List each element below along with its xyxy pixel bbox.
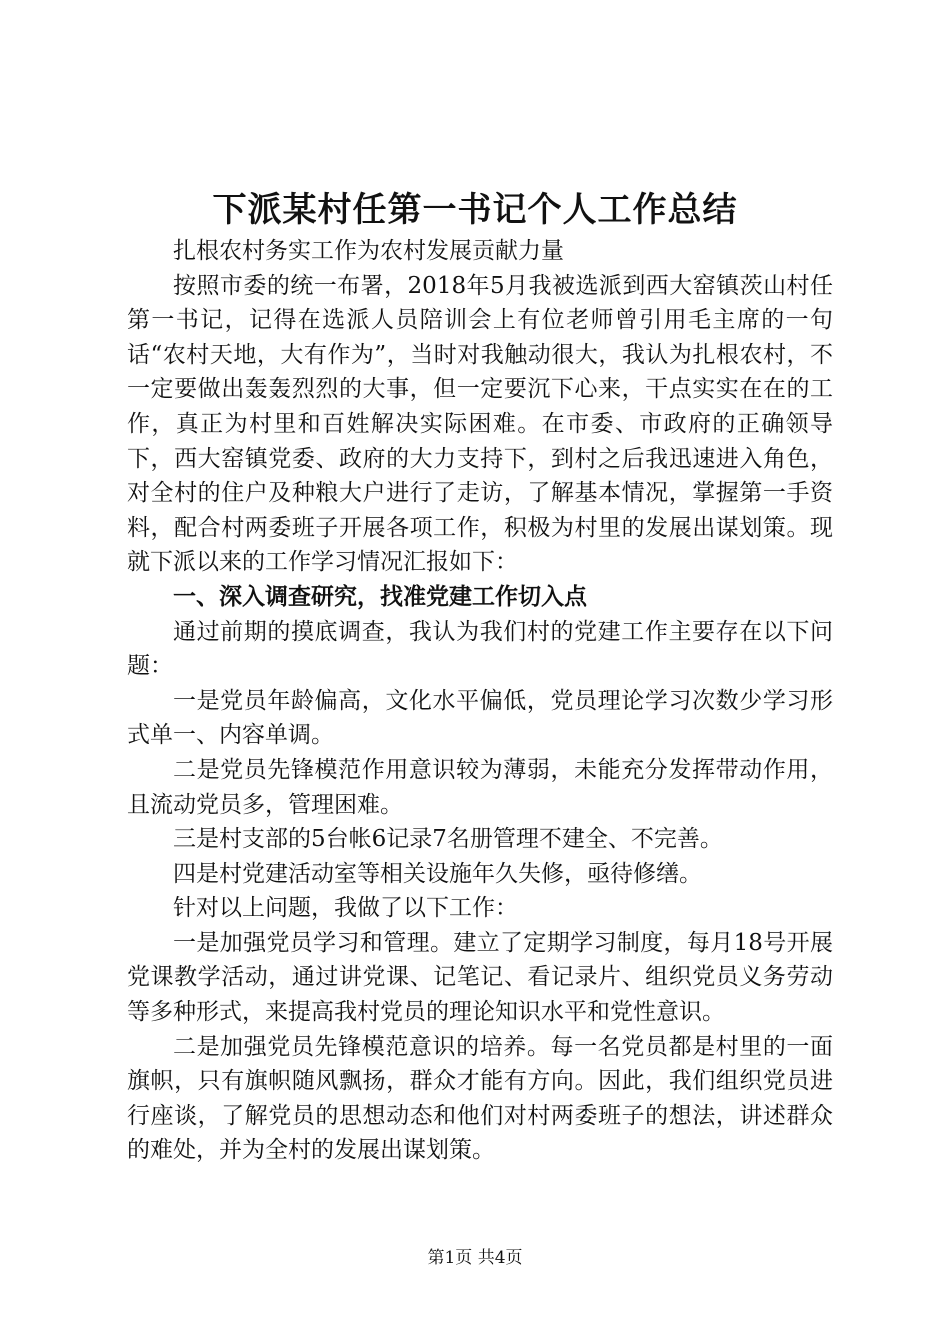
body-paragraph: 通过前期的摸底调查，我认为我们村的党建工作主要存在以下问题： xyxy=(127,618,833,680)
page-number-footer: 第1页 共4页 xyxy=(427,1248,523,1268)
body-paragraph: 四是村党建活动室等相关设施年久失修，亟待修缮。 xyxy=(173,860,702,887)
body-paragraph: 一是党员年龄偏高，文化水平偏低，党员理论学习次数少学习形式单一、内容单调。 xyxy=(127,687,833,749)
intro-paragraph: 按照市委的统一布署，2018年5月我被选派到西大窑镇茨山村任第一书记，记得在选派人员陪训会上有位老师曾引用毛主席的一句话“农村天地，大有作为”，当时对我触动很大，我认为扎根农村，不一定要做出轰轰烈烈的大事，但一定要沉下心来，干点实实在在的工作，真正为村里和百姓解决实际困难。在市委、市政府的正确领导下，西大窑镇党委、政府的大力支持下，到村之后我迅速进入角色，对全村的住户及种粮大户进行了走访，了解基本情况，掌握第一手资料，配合村两委班子开展各项工作，积极为村里的发展出谋划策。现就下派以来的工作学习情况汇报如下： xyxy=(127,272,833,576)
body-paragraph: 三是村支部的5台帐6记录7名册管理不建全、不完善。 xyxy=(173,826,723,853)
document-body xyxy=(127,234,833,1168)
section-heading: 一、深入调查研究，找准党建工作切入点 xyxy=(173,582,587,610)
body-paragraph: 一是加强党员学习和管理。建立了定期学习制度，每月18号开展党课教学活动，通过讲党课、记笔记、看记录片、组织党员义务劳动等多种形式，来提高我村党员的理论知识水平和党性意识。 xyxy=(127,929,833,1026)
subtitle-paragraph: 扎根农村务实工作为农村发展贡献力量 xyxy=(173,238,564,264)
body-paragraph: 二是加强党员先锋模范意识的培养。每一名党员都是村里的一面旗帜，只有旗帜随风飘扬，群众才能有方向。因此，我们组织党员进行座谈，了解党员的思想动态和他们对村两委班子的想法，讲述群众的难处，并为全村的发展出谋划策。 xyxy=(127,1033,833,1164)
body-paragraph: 二是党员先锋模范作用意识较为薄弱，未能充分发挥带动作用，且流动党员多，管理困难。 xyxy=(127,756,833,818)
body-paragraph: 针对以上问题，我做了以下工作： xyxy=(173,895,518,922)
document-title: 下派某村任第一书记个人工作总结 xyxy=(212,190,738,230)
